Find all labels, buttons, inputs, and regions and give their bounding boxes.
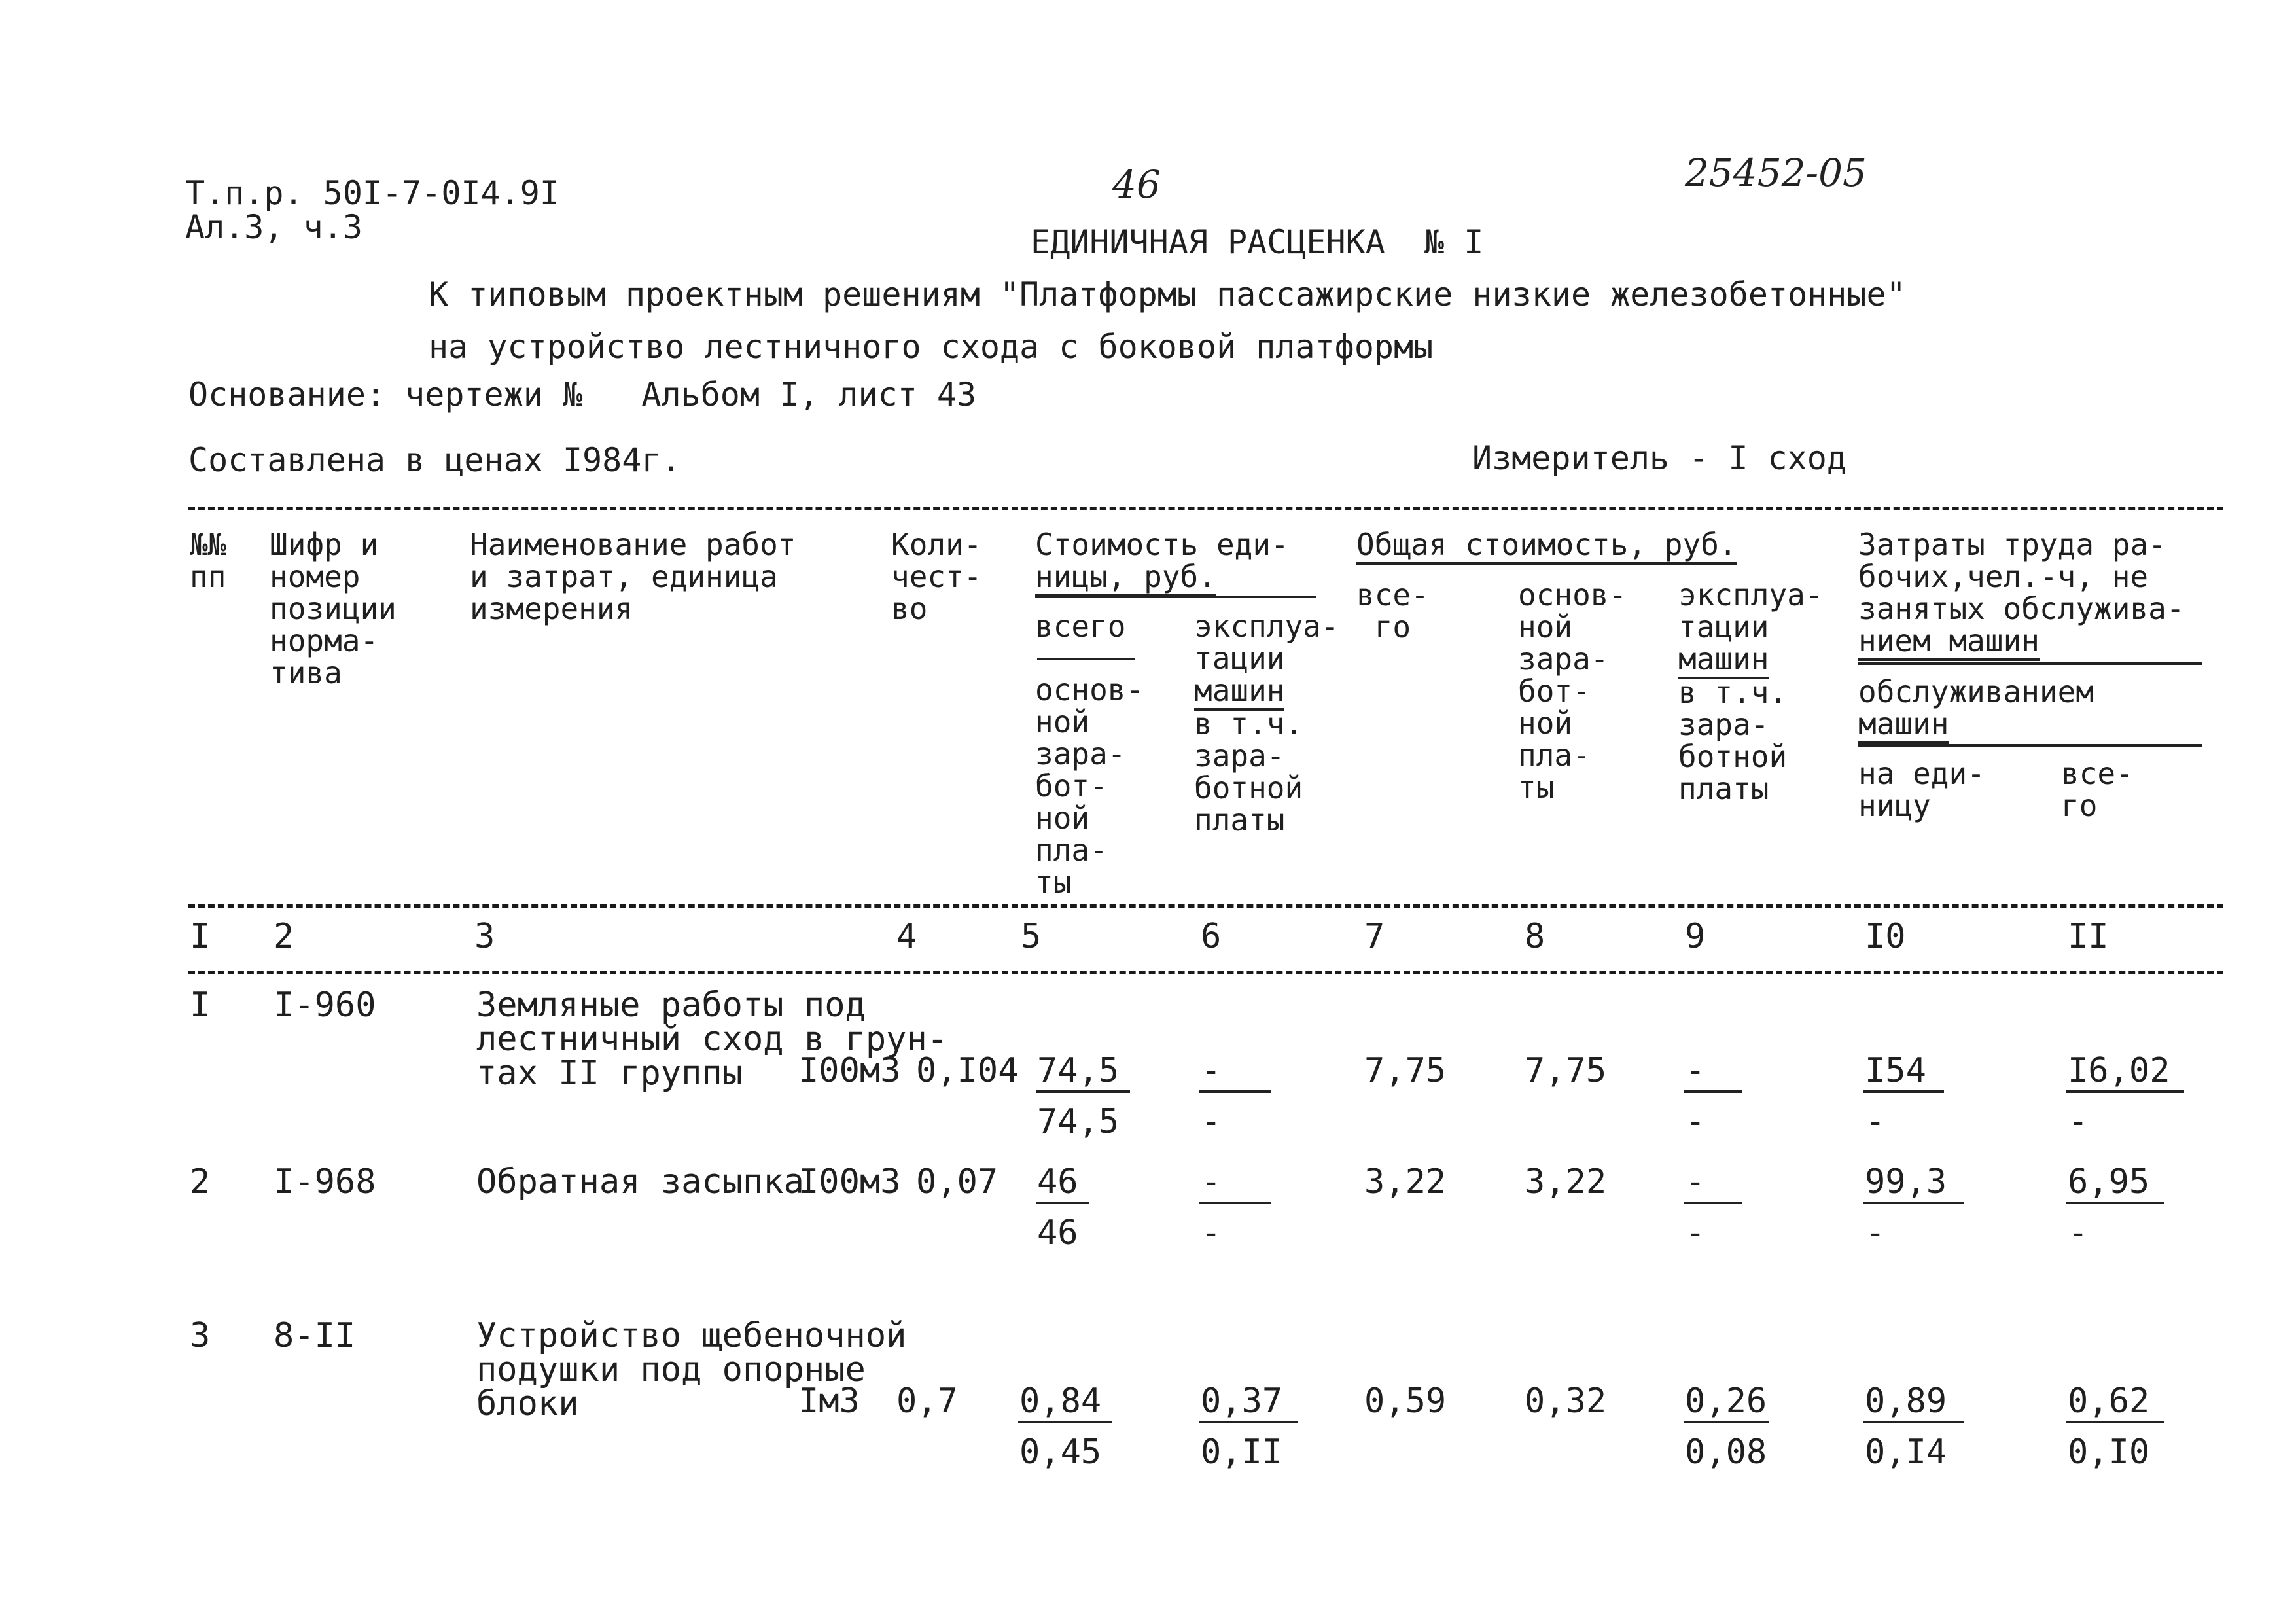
column-number: II	[2068, 917, 2109, 956]
row-labor-total: I6,02	[2068, 1051, 2170, 1090]
fraction-bar	[1036, 1202, 1089, 1204]
row-unit-cost-total: 46	[1037, 1162, 1078, 1202]
row-quantity: 0,07	[916, 1162, 998, 1202]
row-unit-cost-machines: -	[1201, 1162, 1222, 1202]
column-number: 5	[1021, 917, 1042, 956]
header-c6-machines-2-text: машин	[1194, 675, 1284, 711]
c5-divider	[1037, 658, 1135, 660]
row-labor-per-unit: 99,3	[1865, 1162, 1947, 1202]
basis-line: Основание: чертежи № Альбом I, лист 43	[188, 376, 977, 414]
header-unit-cost: Стоимость еди-	[1035, 527, 1289, 562]
labor-rule	[1858, 662, 2202, 665]
header-labor-machines: обслуживанием	[1858, 674, 2094, 709]
page-number: 46	[1112, 162, 1161, 207]
row-code: I-968	[274, 1162, 376, 1202]
row-total-machines-wages: 0,08	[1685, 1433, 1767, 1472]
unit-cost-rule	[1035, 596, 1316, 598]
row-total-wages: 3,22	[1525, 1162, 1607, 1202]
row-unit: Iм3	[798, 1382, 860, 1421]
column-numbers-rule	[188, 971, 2223, 974]
fraction-bar	[1036, 1090, 1130, 1093]
row-unit-cost-machines-wages: -	[1201, 1213, 1222, 1253]
row-unit-cost-machines-wages: -	[1201, 1102, 1222, 1141]
fraction-bar	[1684, 1202, 1742, 1204]
header-c6-machines-2	[1194, 675, 1284, 711]
header-unit-cost-rub	[1035, 561, 1216, 597]
column-number: I0	[1865, 917, 1906, 956]
row-code: I-960	[274, 986, 376, 1025]
row-number: I	[190, 986, 211, 1025]
header-labor-machines-2-text: машин	[1858, 708, 1949, 744]
fraction-bar	[1199, 1421, 1298, 1423]
fraction-bar	[1684, 1421, 1769, 1423]
row-labor-per-unit-2: 0,I4	[1865, 1433, 1947, 1472]
header-labor: Затраты труда ра- бочих,чел.-ч, не занятых обслужива-	[1858, 527, 2185, 626]
header-c9-wages: в т.ч. зара- ботной платы	[1678, 675, 1788, 806]
row-unit: I00м3	[798, 1051, 901, 1090]
row-total-machines: 0,26	[1685, 1382, 1767, 1421]
row-labor-per-unit-2: -	[1865, 1102, 1886, 1141]
row-labor-total: 6,95	[2068, 1162, 2150, 1202]
header-c9-machines-2-text: машин	[1678, 643, 1769, 679]
row-unit: I00м3	[798, 1162, 901, 1202]
row-unit-cost-total: 74,5	[1037, 1051, 1120, 1090]
row-total-wages: 0,32	[1525, 1382, 1607, 1421]
header-total-cost-text: Общая стоимость, руб.	[1356, 529, 1737, 565]
document-title: ЕДИНИЧНАЯ РАСЦЕНКА № I	[1031, 223, 1484, 261]
column-number: 9	[1685, 917, 1706, 956]
header-code: Шифр и номер позиции норма- тива	[270, 527, 397, 690]
fraction-bar	[2066, 1421, 2164, 1423]
row-total-wages: 7,75	[1525, 1051, 1607, 1090]
fraction-bar	[2066, 1090, 2184, 1093]
row-total-machines: -	[1685, 1162, 1706, 1202]
header-c7-total: все- го	[1356, 577, 1429, 645]
column-number: 3	[474, 917, 495, 956]
row-work-name: Обратная засыпка	[476, 1162, 804, 1202]
fraction-bar	[1863, 1090, 1944, 1093]
row-total-cost: 7,75	[1364, 1051, 1447, 1090]
row-code: 8-II	[274, 1316, 356, 1355]
measure-line: Измеритель - I сход	[1472, 439, 1846, 477]
row-unit-cost-wages: 0,45	[1019, 1433, 1102, 1472]
handwritten-stamp: 25452-05	[1685, 151, 1867, 195]
header-c5-total: всего	[1035, 609, 1126, 644]
fraction-bar	[1199, 1202, 1271, 1204]
fraction-bar	[1863, 1421, 1964, 1423]
header-c5-wages: основ- ной зара- бот- ной пла- ты	[1035, 672, 1144, 900]
row-total-cost: 3,22	[1364, 1162, 1447, 1202]
row-unit-cost-total: 0,84	[1019, 1382, 1102, 1421]
header-labor-2	[1858, 625, 2040, 661]
header-work-name: Наименование работ и затрат, единица измерения	[470, 527, 796, 626]
row-total-cost: 0,59	[1364, 1382, 1447, 1421]
row-labor-total-2: -	[2068, 1213, 2089, 1253]
header-labor-2-text: нием машин	[1858, 625, 2040, 661]
header-c10-per-unit: на еди- ницу	[1858, 756, 1985, 823]
header-total-cost	[1356, 529, 1737, 565]
row-labor-total: 0,62	[2068, 1382, 2150, 1421]
column-number: 2	[274, 917, 294, 956]
row-total-machines: -	[1685, 1051, 1706, 1090]
column-number: 6	[1201, 917, 1222, 956]
row-work-name: Земляные работы под лестничный сход в грун- тах II группы	[476, 986, 948, 1093]
row-total-machines-wages: -	[1685, 1213, 1706, 1253]
header-labor-machines-2	[1858, 708, 1949, 744]
row-quantity: 0,7	[896, 1382, 958, 1421]
fraction-bar	[2066, 1202, 2164, 1204]
row-labor-per-unit: I54	[1865, 1051, 1926, 1090]
document-reference: Т.п.р. 50I-7-0I4.9I	[185, 174, 559, 212]
fraction-bar	[1863, 1202, 1964, 1204]
row-unit-cost-wages: 74,5	[1037, 1102, 1120, 1141]
column-number: 4	[896, 917, 917, 956]
document-subtitle-line2: на устройство лестничного схода с боковой платформы	[429, 328, 1434, 366]
row-number: 2	[190, 1162, 211, 1202]
document-section: Ал.3, ч.3	[185, 208, 362, 246]
row-unit-cost-machines-wages: 0,II	[1201, 1433, 1283, 1472]
row-number: 3	[190, 1316, 211, 1355]
fraction-bar	[1018, 1421, 1112, 1423]
document-subtitle-line1: К типовым проектным решениям "Платформы пассажирские низкие железобетонные"	[429, 276, 1906, 313]
header-c6-wages: в т.ч. зара- ботной платы	[1194, 706, 1303, 838]
header-c9-machines: эксплуа- тации	[1678, 577, 1824, 645]
row-unit-cost-wages: 46	[1037, 1213, 1078, 1253]
prices-line: Составлена в ценах I984г.	[188, 441, 681, 479]
header-c11-total: все- го	[2061, 756, 2134, 823]
row-total-machines-wages: -	[1685, 1102, 1706, 1141]
header-bottom-rule	[188, 904, 2223, 908]
labor-rule-2	[1858, 744, 2202, 747]
fraction-bar	[1199, 1090, 1271, 1093]
column-number: I	[190, 917, 211, 956]
column-number: 7	[1364, 917, 1385, 956]
row-labor-total-2: -	[2068, 1102, 2089, 1141]
header-c9-machines-2	[1678, 643, 1769, 679]
header-c8-wages: основ- ной зара- бот- ной пла- ты	[1518, 577, 1627, 805]
row-labor-total-2: 0,I0	[2068, 1433, 2150, 1472]
table-top-rule	[188, 507, 2223, 510]
row-unit-cost-machines: 0,37	[1201, 1382, 1283, 1421]
row-labor-per-unit: 0,89	[1865, 1382, 1947, 1421]
header-c6-machines: эксплуа- тации	[1194, 609, 1339, 676]
row-work-name: Устройство щебеночной подушки под опорные блоки	[476, 1316, 907, 1423]
fraction-bar	[1684, 1090, 1742, 1093]
header-quantity: Коли- чест- во	[891, 527, 982, 626]
header-unit-cost-rub-text: ницы, руб.	[1035, 561, 1216, 597]
row-labor-per-unit-2: -	[1865, 1213, 1886, 1253]
column-number: 8	[1525, 917, 1545, 956]
header-row-number: №№ пп	[190, 527, 226, 594]
row-unit-cost-machines: -	[1201, 1051, 1222, 1090]
row-quantity: 0,I04	[916, 1051, 1019, 1090]
